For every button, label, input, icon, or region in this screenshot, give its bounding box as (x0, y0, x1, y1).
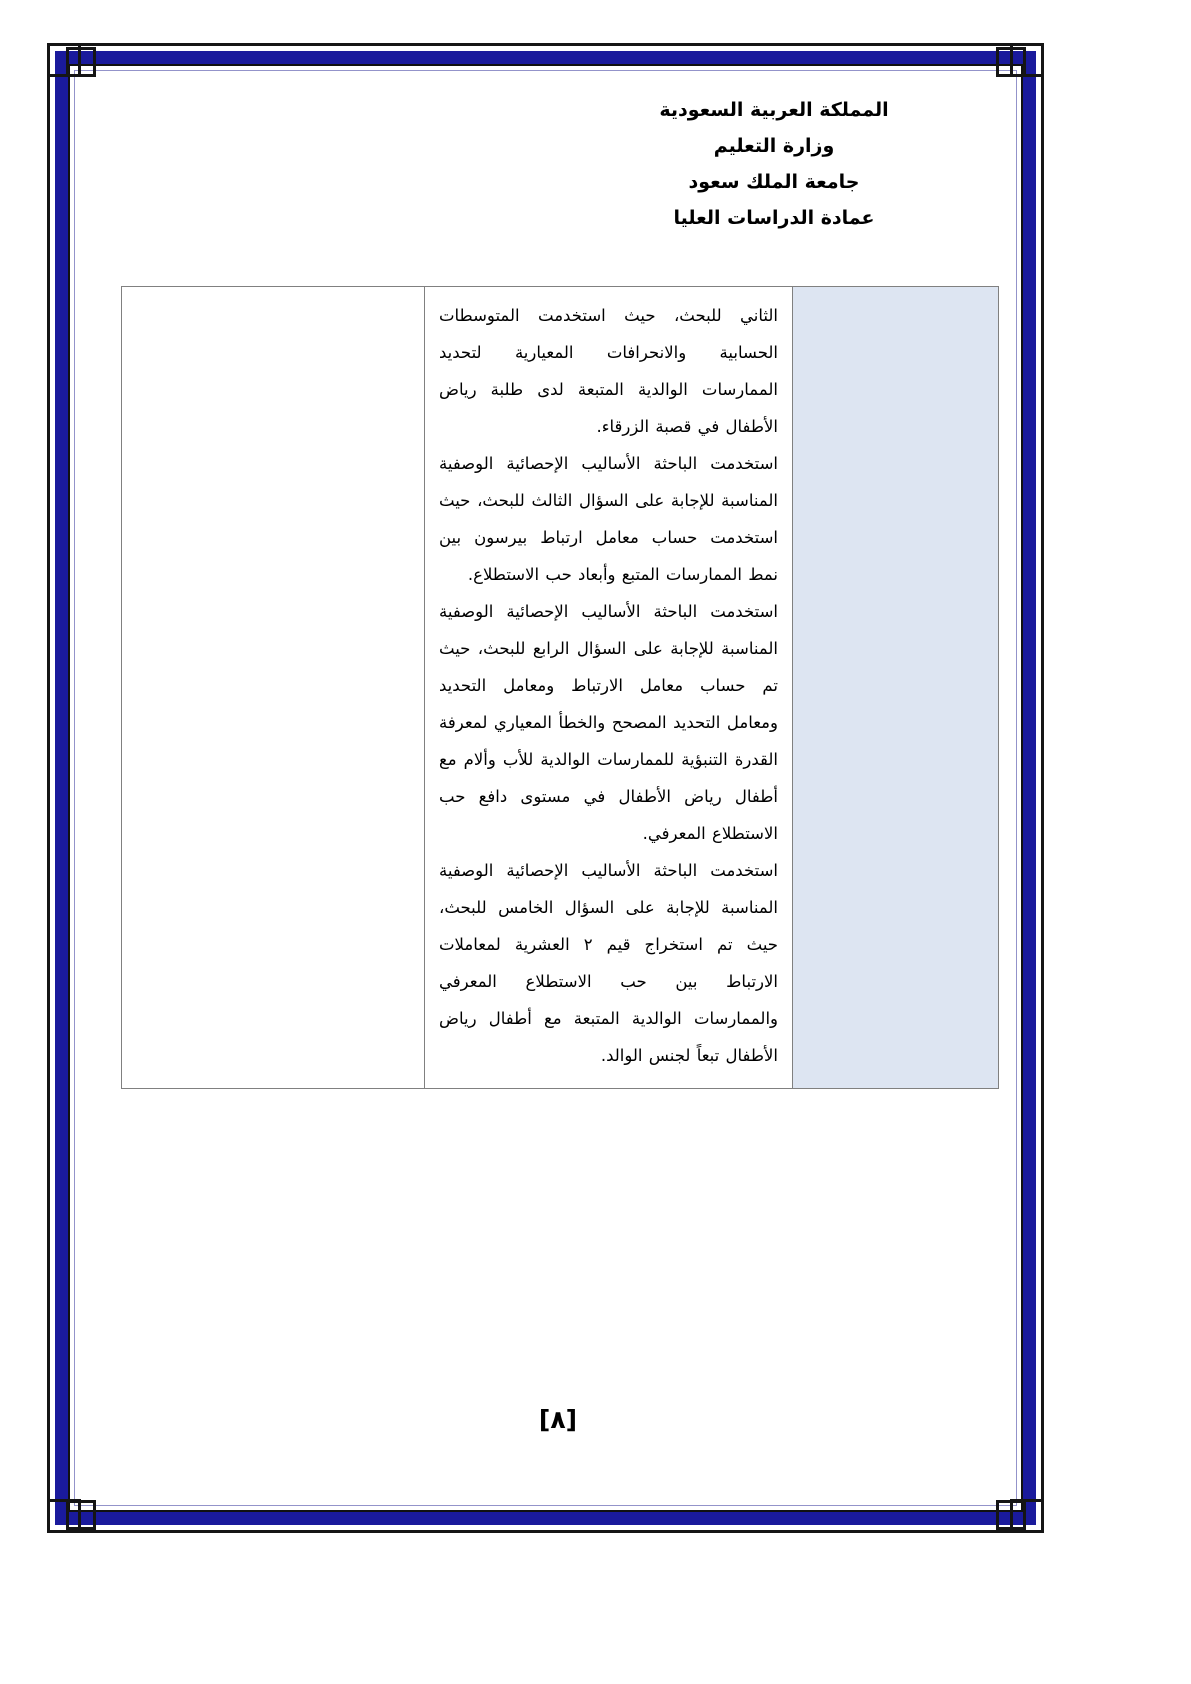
text-cell-body (425, 287, 792, 1088)
empty-cell-body (122, 287, 424, 311)
border-corner-inner-top-right (996, 47, 1026, 77)
border-corner-inner-bottom-right (996, 1500, 1026, 1530)
table-cell-text (425, 287, 793, 1089)
page-number-label: [٨] (538, 1405, 578, 1434)
document-header (564, 92, 984, 236)
content-table (121, 286, 999, 1089)
header-line-deanship: عمادة الدراسات العليا (673, 207, 875, 229)
paragraph-question-four: استخدمت الباحثة الأساليب الإحصائية الوصفية المناسبة للإجابة على السؤال الرابع للبحث، حيث تم حساب معامل الارتباط ومعامل التحديد ومعامل التحديد المصحح والخطأ المعياري لمعرفة القدرة التنبؤية للممارسات الوالدية للأب وألام مع أطفال رياض الأطفال في مستوى دافع حب الاستطلاع المعرفي. (439, 602, 778, 843)
paragraph-question-five: استخدمت الباحثة الأساليب الإحصائية الوصفية المناسبة للإجابة على السؤال الخامس للبحث، حيث تم استخراج قيم ٢ العشرية لمعاملات الارتباط بين حب الاستطلاع المعرفي والممارسات الوالدية المتبعة مع أطفال رياض الأطفال تبعاً لجنس الوالد. (439, 861, 778, 1065)
page-content (96, 92, 996, 1482)
paragraph-question-three: استخدمت الباحثة الأساليب الإحصائية الوصفية المناسبة للإجابة على السؤال الثالث للبحث، حيث استخدمت حساب معامل ارتباط بيرسون بين نمط الممارسات المتبع وأبعاد حب الاستطلاع. (439, 454, 778, 584)
header-line-ministry: وزارة التعليم (713, 135, 835, 157)
table-cell-shaded (793, 287, 999, 1089)
page-number (121, 1405, 995, 1434)
shaded-cell-body (793, 287, 998, 311)
border-corner-inner-top-left (66, 47, 96, 77)
header-line-country: المملكة العربية السعودية (659, 99, 889, 121)
border-corner-inner-bottom-left (66, 1500, 96, 1530)
table-cell-empty (122, 287, 425, 1089)
table-row (122, 287, 999, 1089)
paragraph-question-two: الثاني للبحث، حيث استخدمت المتوسطات الحسابية والانحرافات المعيارية لتحديد الممارسات الوالدية المتبعة لدى طلبة رياض الأطفال في قصبة الزرقاء. (439, 306, 778, 436)
header-line-university: جامعة الملك سعود (688, 171, 860, 193)
